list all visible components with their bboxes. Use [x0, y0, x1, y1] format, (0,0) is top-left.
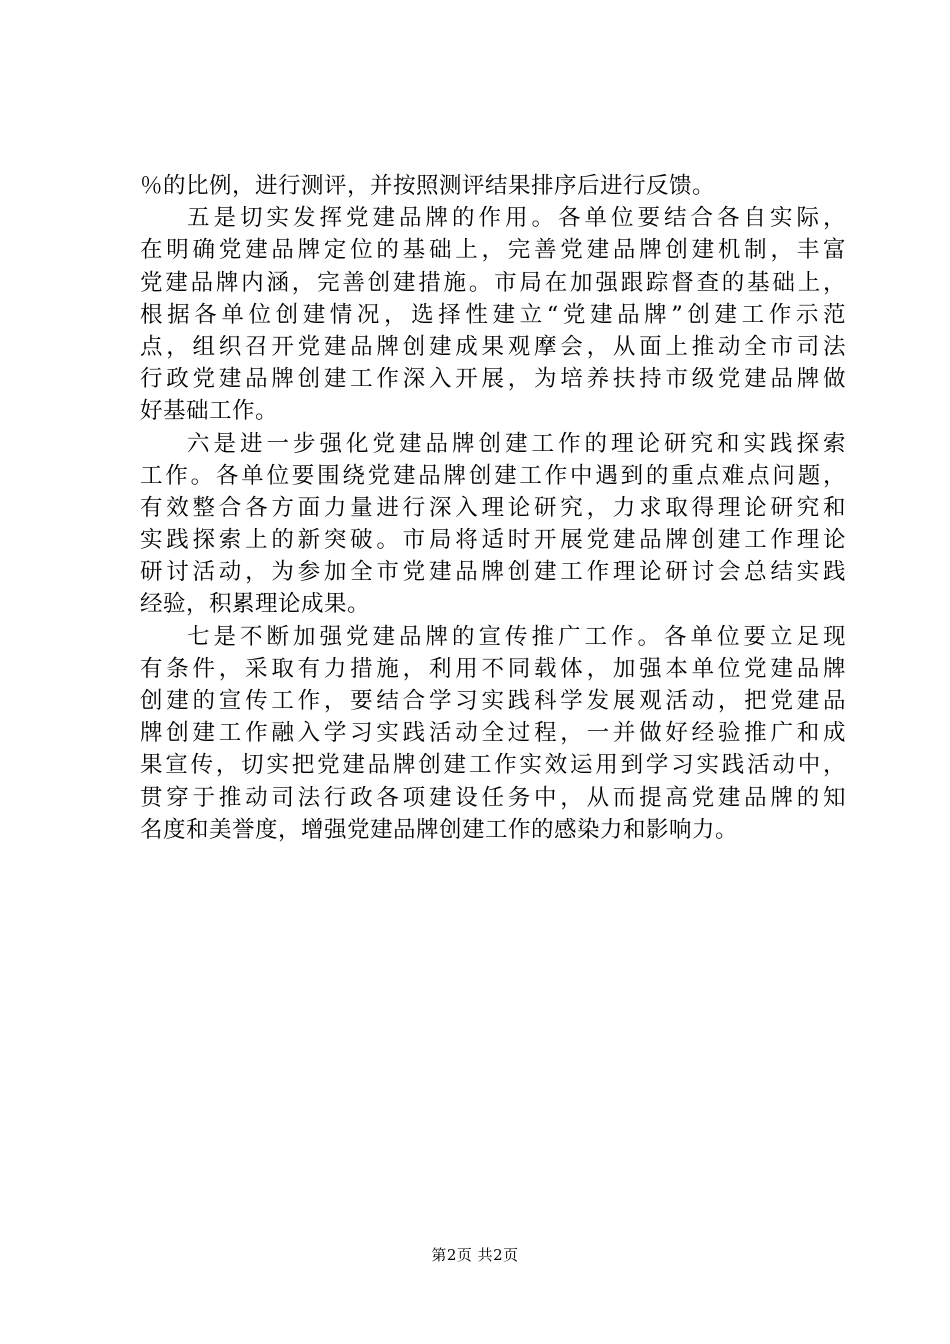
text-line: ％的比例，进行测评，并按照测评结果排序后进行反馈。 [140, 173, 716, 199]
text-line: 有效整合各方面力量进行深入理论研究，力求取得理论研究和 [140, 494, 846, 521]
text-line: 党建品牌内涵，完善创建措施。市局在加强跟踪督查的基础上， [140, 269, 846, 296]
text-line: 经验，积累理论成果。 [140, 591, 371, 618]
text-line: 果宣传，切实把党建品牌创建工作实效运用到学习实践活动中， [140, 752, 846, 779]
text-line: 贯穿于推动司法行政各项建设任务中，从而提高党建品牌的知 [140, 784, 846, 811]
text-line: 实践探索上的新突破。市局将适时开展党建品牌创建工作理论 [140, 527, 846, 554]
text-line: 行政党建品牌创建工作深入开展，为培养扶持市级党建品牌做 [140, 366, 846, 393]
text-line: 牌创建工作融入学习实践活动全过程，一并做好经验推广和成 [140, 720, 846, 747]
paragraph-start-line: 六是进一步强化党建品牌创建工作的理论研究和实践探索 [187, 430, 846, 457]
text-line: 工作。各单位要围绕党建品牌创建工作中遇到的重点难点问题， [140, 462, 846, 489]
paragraph-start-line: 七是不断加强党建品牌的宣传推广工作。各单位要立足现 [187, 623, 846, 650]
page-number-footer: 第2页 共2页 [431, 1246, 519, 1264]
text-line: 创建的宣传工作，要结合学习实践科学发展观活动，把党建品 [140, 688, 846, 714]
text-line: 点，组织召开党建品牌创建成果观摩会，从面上推动全市司法 [140, 333, 846, 360]
text-line: 根据各单位创建情况，选择性建立“党建品牌”创建工作示范 [140, 301, 846, 328]
paragraph-start-line: 五是切实发挥党建品牌的作用。各单位要结合各自实际， [187, 205, 846, 232]
text-line: 研讨活动，为参加全市党建品牌创建工作理论研讨会总结实践 [140, 559, 846, 586]
document-body [140, 170, 846, 846]
text-line: 好基础工作。 [140, 398, 279, 425]
text-line: 名度和美誉度，增强党建品牌创建工作的感染力和影响力。 [140, 816, 739, 843]
text-line: 在明确党建品牌定位的基础上，完善党建品牌创建机制，丰富 [140, 237, 846, 264]
text-line: 有条件，采取有力措施，利用不同载体，加强本单位党建品牌 [140, 655, 846, 682]
